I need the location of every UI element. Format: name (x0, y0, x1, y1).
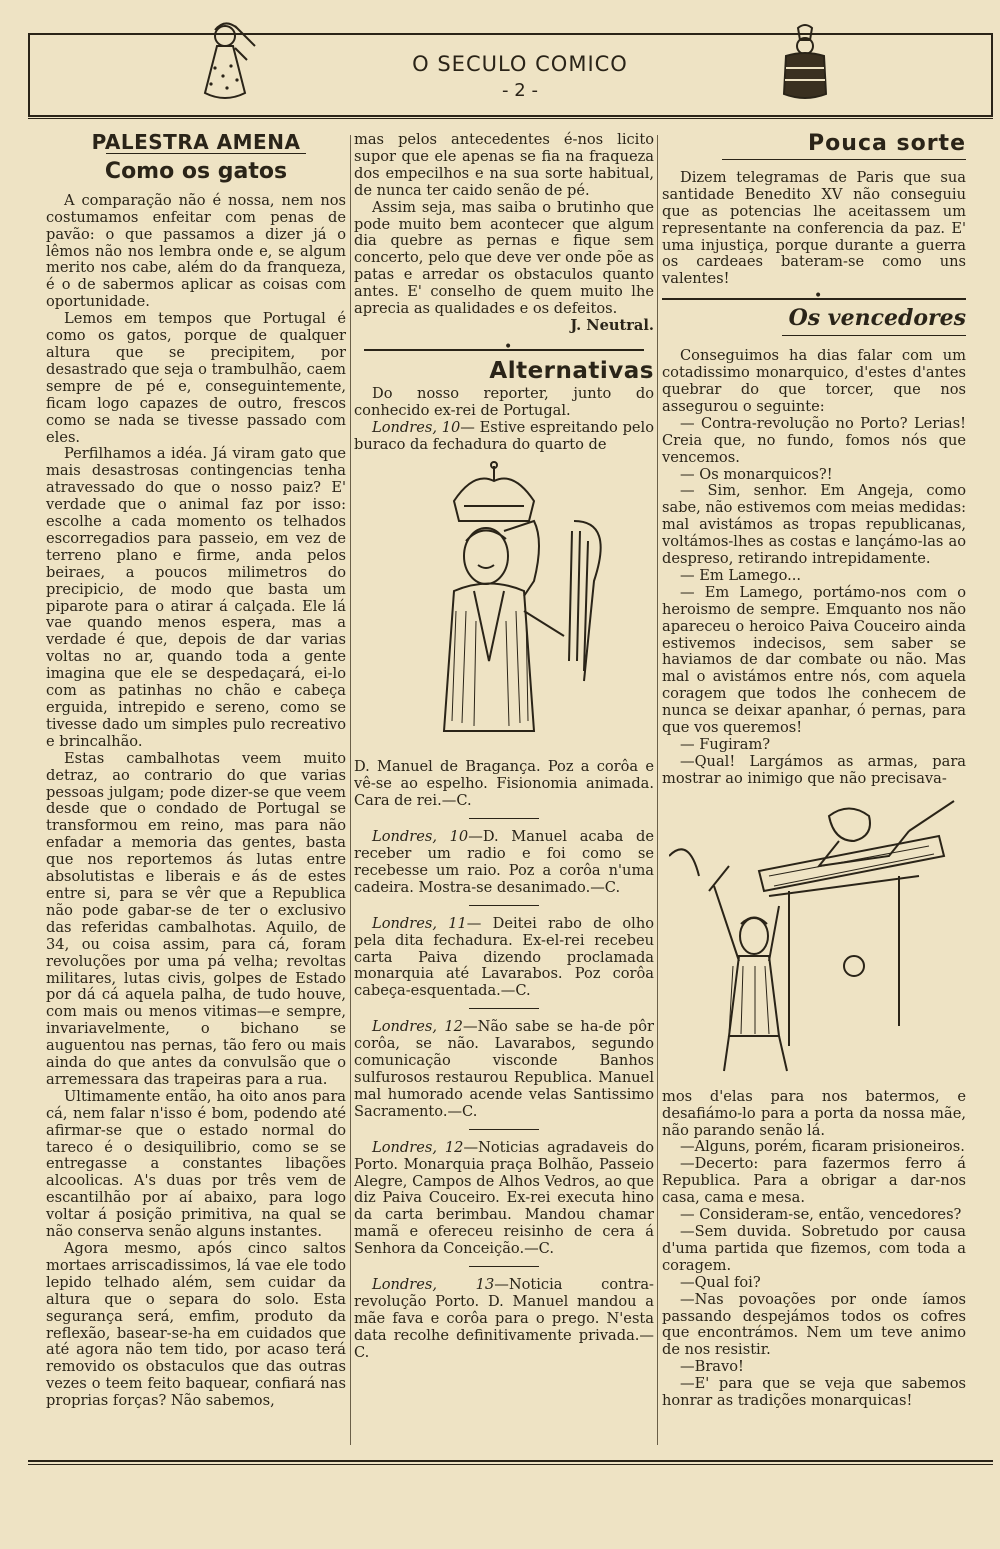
dispatch-text: — Deitei rabo de olho pela dita fechadura. Ex-el-rei recebeu carta Paiva dizendo proclamada monarquia até Lavarabos. Poz corôa cabeça-esquentada.—C. (354, 914, 655, 1000)
article-paragraph: Perfilhamos a idéa. Já viram gato que mais desastrosas contingencias tenha atravessado do que o nosso paiz? E' verdade que o animal faz por isso: escolhe a cada momento os telhados escorregadios para passeio, em vez de terreno plano e firme, anda pelos beiraes, a poucos milimetros do precipicio, de modo que basta um piparote para o atirar á calçada. Ele lá vae quando menos espera, mas a verdade é que, depois de dar varias voltas no ar, quando toda a gente imagina que ele se despedaçará, ei-lo com as patinhas no chão e cabeça erguida, intrepido e sereno, como se tivesse dado um simples pulo recreativo e brincalhão. (46, 445, 346, 750)
dialogue-line: — Em Lamego... (680, 566, 802, 584)
escape-over-wall-illustration (669, 796, 959, 1081)
separator-rule (469, 1266, 539, 1267)
dispatch-text: —D. Manuel acaba de receber um radio e foi como se recebesse um raio. Poz a corôa n'uma cadeira. Mostra-se desanimado.—C. (354, 828, 655, 896)
masthead-rule-bottom (28, 115, 993, 117)
dialogue-line: —Alguns, porém, ficaram prisioneiros. (680, 1138, 965, 1156)
separator-rule (469, 1129, 539, 1130)
column-left (46, 132, 346, 1410)
dateline: Londres, 10 (372, 828, 469, 846)
masthead-rule-top (28, 33, 993, 35)
article-paragraph: Lemos em tempos que Portugal é como os gatos, porque de qualquer altura que se precipitem, por desastrado que seja o trambulhão, caem sempre de pé e, conseguintemente, ficam logo capazes de outro, frescos como se nada se tivesse passado com eles. (46, 310, 346, 446)
masthead-rule-left (28, 33, 30, 117)
article-signature: J. Neutral. (570, 316, 654, 334)
subheading-como-os-gatos: Como os gatos (104, 158, 288, 184)
page-bottom-rule-thin (28, 1464, 993, 1465)
dateline: Londres, 10 (372, 418, 461, 436)
heading-rule (722, 159, 966, 160)
separator-rule (469, 905, 539, 906)
dialogue-line: — Em Lamego, portámo-nos com o heroismo de sempre. Emquanto nos não apareceu o heroico Paiva Couceiro ainda estivemos indecisos, sem saber se haviamos de dar combate ou não. Mas mal o avistámos entre nós, com aquela coragem que todos lhe conhecem de nunca se deixar apanhar, ó pernas, para que vos queremos! (662, 583, 966, 737)
dispatch-text: —Não sabe se ha-de pôr corôa, se não. Lavarabos, segundo comunicação visconde Banhos sulfurosos restaurou Republica. Manuel mal humorado acende velas Santissimo Sacramento.—C. (354, 1018, 654, 1120)
king-crown-mirror-illustration (394, 461, 614, 751)
dateline: Londres, 12 (372, 1138, 464, 1156)
dialogue-line: — Sim, senhor. Em Angeja, como sabe, não estivemos com meias medidas: mal avistámos as tropas republicanas, voltámos-lhes as costas e lançámo-las ao despreso, retirando intrepidamente. (662, 482, 966, 568)
heading-os-vencedores: Os vencedores (788, 305, 966, 332)
column-rule-2 (657, 135, 658, 1445)
dispatch-text: —Noticias agradaveis do Porto. Monarquia praça Bolhão, Passeio Alegre, Campos de Alhos Vedros, ao que diz Paiva Couceiro. Ex-rei executa hino da carta berimbau. Mandou chamar mamã e ofereceu reisinho de cera á Senhora da Conceição.—C. (354, 1138, 655, 1258)
separator-rule (469, 1008, 539, 1009)
article-paragraph: mas pelos antecedentes é-nos licito supor que ele apenas se fia na fraqueza dos empecilhos e na sua sorte habitual, de nunca ter caido senão de pé. (354, 131, 654, 199)
article-paragraph: A comparação não é nossa, nem nos costumamos enfeitar com penas de pavão: o que passamos a dizer já o lêmos não nos lembra onde e, se algum merito nos cabe, além do da franqueza, é o de sabermos aplicar as coisas com oportunidade. (46, 191, 346, 311)
column-middle (354, 132, 654, 1362)
masthead-barrel-illustration (780, 22, 830, 107)
page-number: - 2 - (502, 80, 538, 101)
separator-rule (469, 818, 539, 819)
dialogue-line: —Decerto: para fazermos ferro á Republica. Para a obrigar a dar-nos casa, cama e mesa. (662, 1155, 966, 1207)
dialogue-line: —Sem duvida. Sobretudo por causa d'uma partida que fizemos, com toda a coragem. (662, 1222, 966, 1274)
publication-title: O SECULO COMICO (412, 52, 628, 76)
article-paragraph: Dizem telegramas de Paris que sua santidade Benedito XV não conseguiu que as potencias lhe aceitassem um representante na conferencia da paz. E' uma injustiça, porque durante a guerra os cardeaes bateram-se como uns valentes! (662, 168, 966, 288)
article-paragraph: Conseguimos ha dias falar com um cotadissimo monarquico, d'estes d'antes quebrar do que torcer, que nos assegurou o seguinte: (662, 347, 966, 415)
dispatch-text: — Estive espreitando pelo buraco da fechadura do quarto de (354, 418, 654, 453)
dateline: Londres, 12 (372, 1018, 463, 1036)
dispatch-text: —Noticia contra-revolução Porto. D. Manuel mandou a mãe fava e corôa para o prego. N'esta data recolhe definitivamente privada.—C. (354, 1276, 654, 1361)
heading-palestra-amena: PALESTRA AMENA (91, 130, 301, 154)
article-paragraph: Assim seja, mas saiba o brutinho que pode muito bem acontecer que algum dia quebre as pernas e fique sem concerto, pelo que deve ver onde põe as patas e arredar os obstaculos quanto antes. E' conselho de quem muito lhe aprecia as qualidades e os defeitos. (354, 198, 654, 318)
masthead-rule-bottom-thin (28, 118, 993, 119)
column-rule-1 (350, 135, 351, 1445)
ornamental-rule (364, 349, 644, 351)
dialogue-line: — Consideram-se, então, vencedores? (680, 1206, 962, 1224)
dialogue-line: — Contra-revolução no Porto? Lerias! Creia que, no fundo, fomos nós que vencemos. (662, 414, 966, 466)
dialogue-line: mos d'elas para nos batermos, e desafiámo-lo para a porta da nossa mãe, não parando senão lá. (662, 1087, 966, 1139)
dialogue-line: — Fugiram? (680, 736, 771, 753)
dialogue-line: —Qual foi? (680, 1273, 761, 1291)
dialogue-line: —Nas povoações por onde íamos passando despejámos todos os cofres que encontrámos. Nem um teve animo de nos resistir. (662, 1290, 966, 1359)
heading-rule (782, 335, 966, 336)
masthead-rule-right (991, 33, 993, 117)
column-right (662, 132, 966, 1410)
ornamental-rule (662, 298, 966, 300)
heading-alternativas: Alternativas (489, 357, 654, 384)
heading-pouca-sorte: Pouca sorte (808, 131, 966, 156)
page-bottom-rule (28, 1460, 993, 1462)
dateline: Londres, 11 (372, 914, 467, 932)
dialogue-line: — Os monarquicos?! (680, 465, 833, 483)
dateline: Londres, 13 (372, 1276, 495, 1294)
dialogue-line: —E' para que se veja que sabemos honrar as tradições monarquicas! (662, 1375, 966, 1410)
dialogue-line: —Bravo! (680, 1358, 744, 1376)
dispatch-text: D. Manuel de Bragança. Poz a corôa e vê-se ao espelho. Fisionomia animada. Cara de rei.—C. (354, 758, 654, 810)
article-paragraph: Agora mesmo, após cinco saltos mortaes arriscadissimos, lá vae ele todo lepido telhado além, sem cuidar da altura que o separa do solo. Esta segurança será, emfim, produto da reflexão, basear-se-ha em cuidados que até agora não tem tido, por acaso terá removido os obstaculos que das outras vezes o teem feito baquear, confiará nas proprias forças? Não sabemos, (46, 1240, 346, 1410)
dialogue-line: —Qual! Largámos as armas, para mostrar ao inimigo que não precisava- (662, 752, 966, 787)
article-paragraph: Estas cambalhotas veem muito detraz, ao contrario do que varias pessoas julgam; pode dizer-se que veem desde que o condado de Portugal se transformou em reino, mas para não enfadar a memoria das gentes, basta que nos reportemos ás lutas entre absolutistas e liberais e ás de estes entre si, para se vêr que a Republica não pode gabar-se de ter o exclusivo das referidas cambalhotas. Aquilo, de 34, ou coisa assim, para cá, foram revoluções por uma pá velha; revoltas militares, lutas civis, golpes de Estado por dá cá aquela palha, de tudo houve, com mais ou menos vitimas—e sempre, invariavelmente, o bichano se auguentou nas pernas, tão fero ou mais ainda do que antes da convulsão que o arremessara das trapeiras para a rua. (46, 749, 346, 1088)
masthead-girl-illustration (185, 18, 265, 103)
article-paragraph: Ultimamente então, ha oito anos para cá, nem falar n'isso é bom, podendo até afirmar-se que o estado normal do tareco é o desiquilibrio, como se se entregasse a constantes libações alcoolicas. A's duas por três vem de escantilhão por aí abaixo, para logo voltar á posição primitiva, na qual se não conserva senão alguns instantes. (46, 1087, 346, 1241)
article-intro: Do nosso reporter, junto do conhecido ex-rei de Portugal. (354, 384, 654, 419)
